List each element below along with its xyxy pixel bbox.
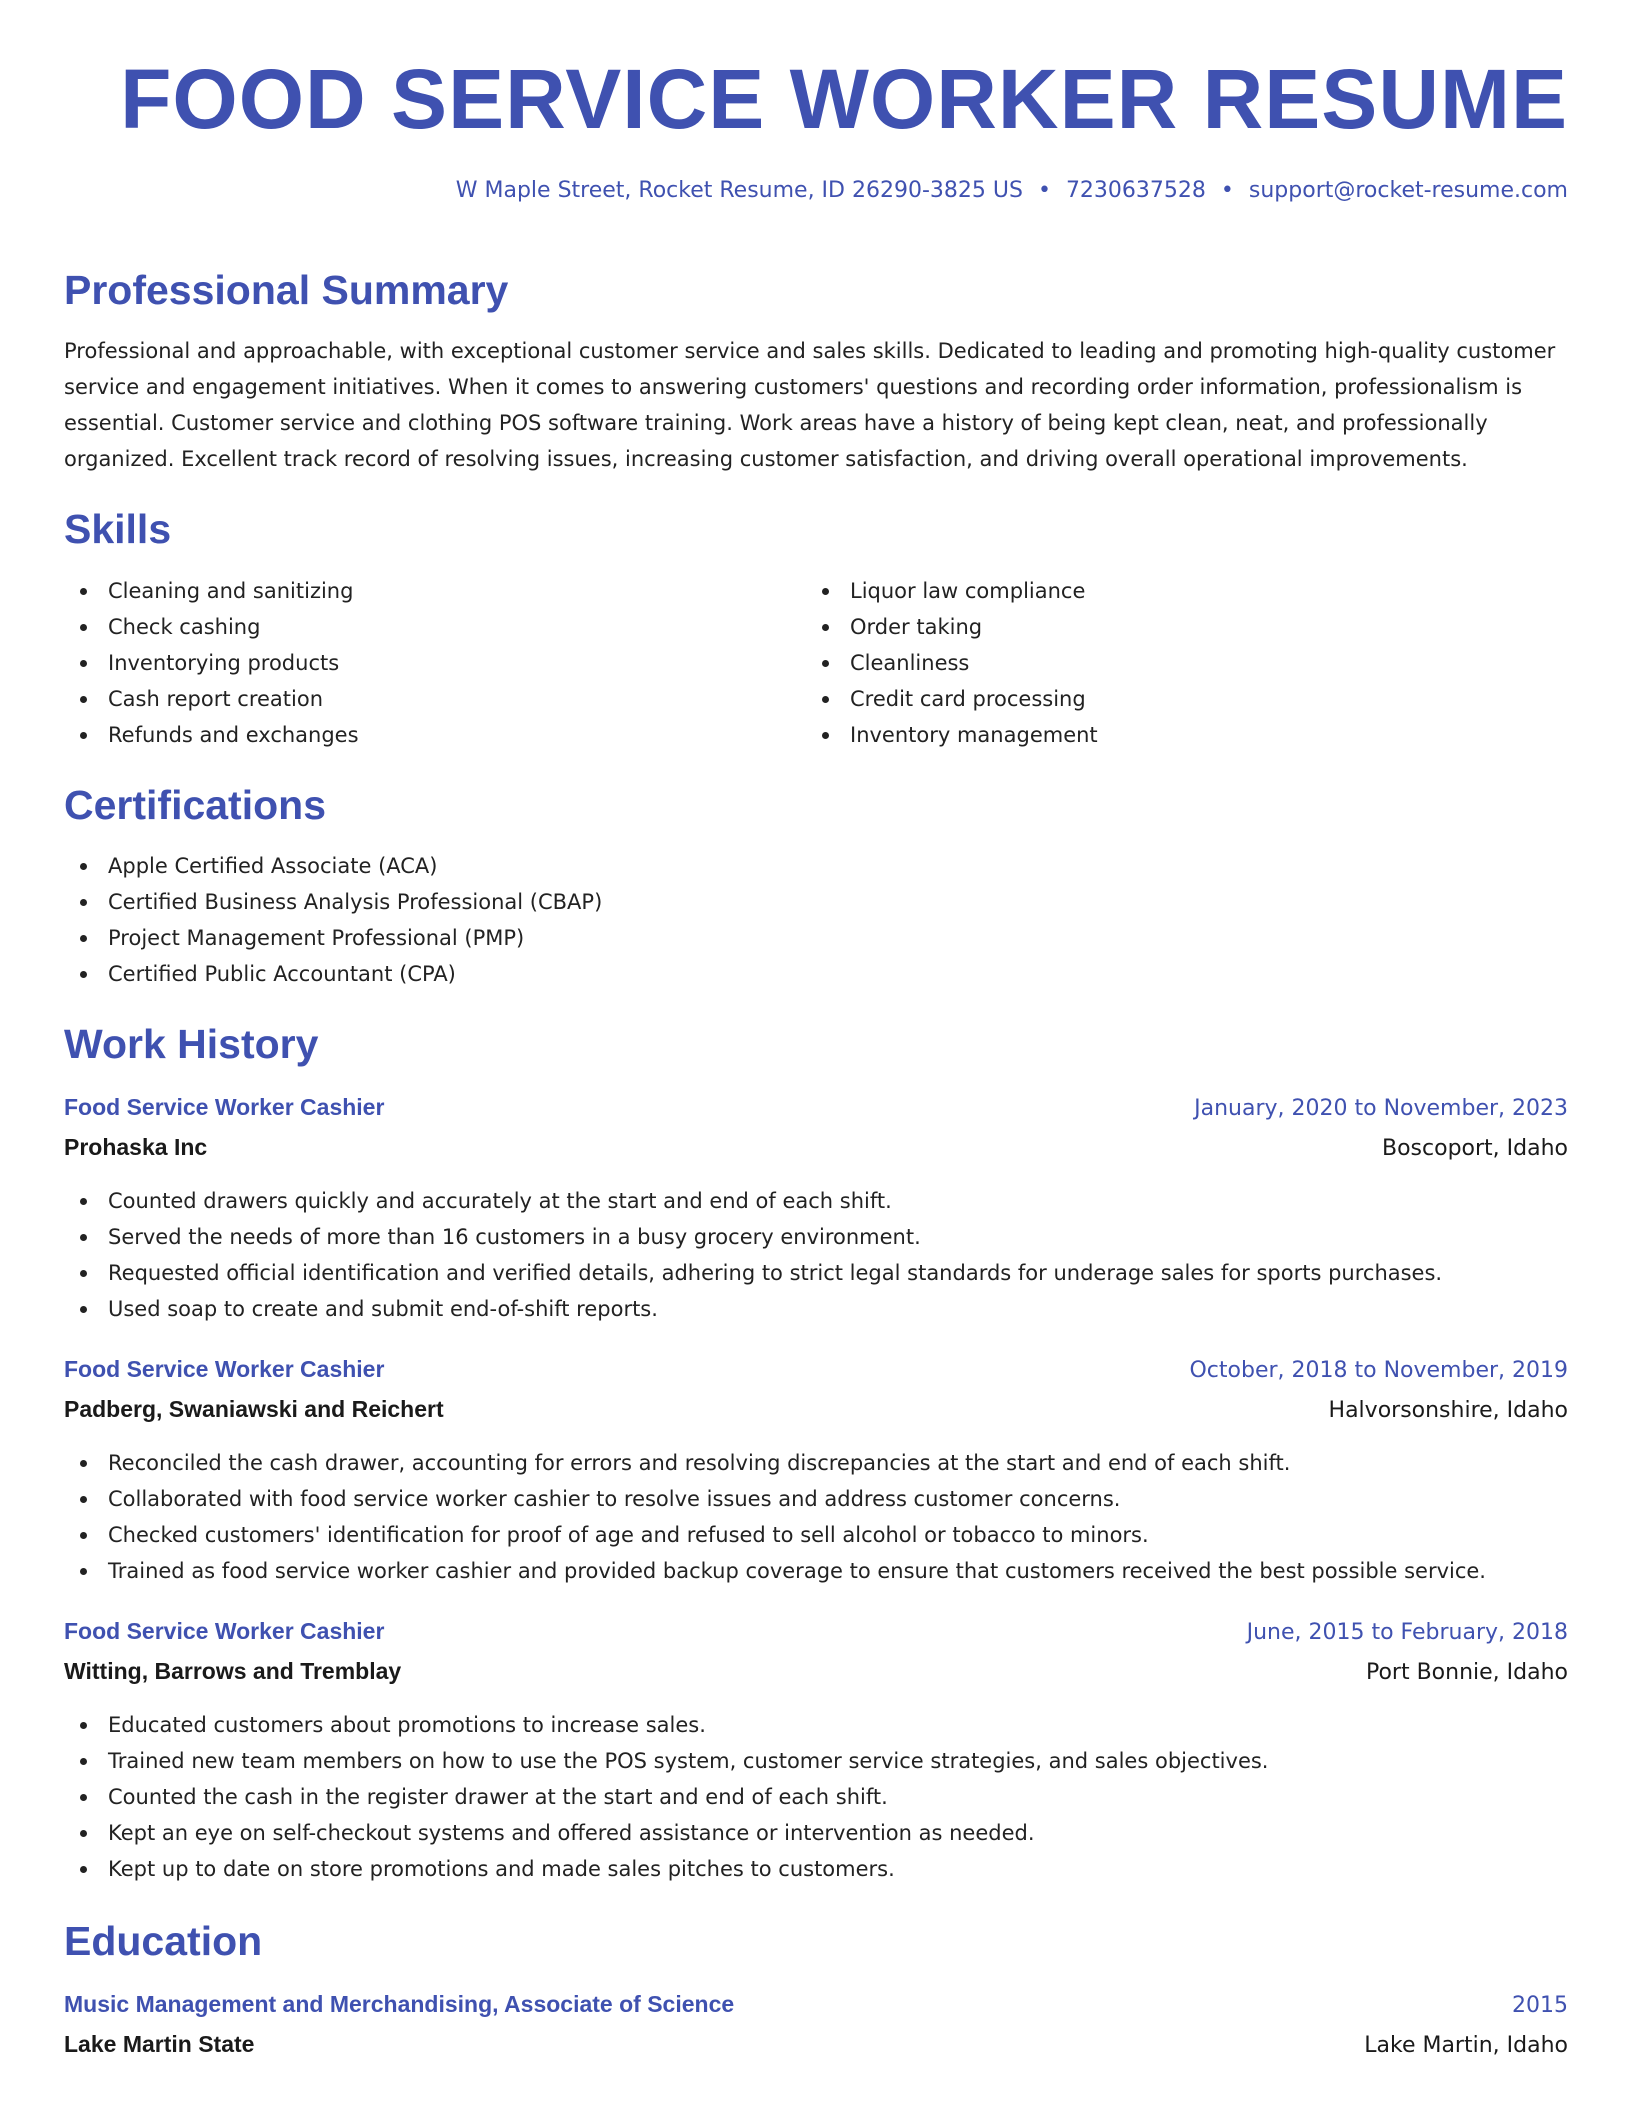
job-bullet: Used soap to create and submit end-of-shift reports. (64, 1291, 1568, 1327)
job-title-row (64, 1089, 1568, 1127)
skill-item: Inventorying products (64, 645, 806, 681)
job-bullet: Requested official identification and verified details, adhering to strict legal standards for underage sales for sports purchases. (64, 1255, 1568, 1291)
job-bullet: Counted drawers quickly and accurately at the start and end of each shift. (64, 1183, 1568, 1219)
job-title: Food Service Worker Cashier (64, 1617, 385, 1644)
job-company-row (64, 1127, 1568, 1169)
job-dates: January, 2020 to November, 2023 (1194, 1095, 1568, 1121)
job-location: Boscoport, Idaho (1382, 1135, 1568, 1161)
work-history-heading: Work History (64, 1020, 319, 1067)
job-dates: October, 2018 to November, 2019 (1189, 1357, 1568, 1383)
contact-phone[interactable]: 7230637528 (1065, 178, 1206, 203)
skills-column-right (806, 573, 1548, 753)
job-dates: June, 2015 to February, 2018 (1246, 1619, 1568, 1645)
job-bullet: Served the needs of more than 16 customers in a busy grocery environment. (64, 1219, 1568, 1255)
education-entry (64, 1986, 1568, 2066)
job-company-row (64, 1389, 1568, 1431)
job-company: Padberg, Swaniawski and Reichert (64, 1395, 444, 1422)
job-bullet: Kept an eye on self-checkout systems and offered assistance or intervention as needed. (64, 1815, 1568, 1851)
job-bullet: Collaborated with food service worker cashier to resolve issues and address customer concerns. (64, 1481, 1568, 1517)
job-entry (64, 1351, 1568, 1589)
contact-separator: • (1037, 178, 1051, 203)
summary-text: Professional and approachable, with exceptional customer service and sales skills. Dedicated to leading and promoting high-quality customer service and engagement initiatives. When it comes to answering customers' questions and recording order information, professionalism is essential. Customer service and clothing POS software training. Work areas have a history of being kept clean, neat, and professionally organized. Excellent track record of resolving issues, increasing customer satisfaction, and driving overall operational improvements. (64, 339, 1556, 472)
contact-address: W Maple Street, Rocket Resume, ID 26290-3825 US (455, 178, 1023, 203)
education-location: Lake Martin, Idaho (1364, 2032, 1568, 2058)
education-year: 2015 (1512, 1992, 1568, 2018)
certification-item: Project Management Professional (PMP) (64, 920, 1568, 956)
resume-name: FOOD SERVICE WORKER RESUME (120, 52, 1568, 146)
skill-item: Cleanliness (806, 645, 1548, 681)
job-bullets (64, 1445, 1568, 1589)
education-heading: Education (64, 1917, 263, 1964)
job-location: Port Bonnie, Idaho (1365, 1659, 1568, 1685)
certification-item: Apple Certified Associate (ACA) (64, 848, 1568, 884)
skill-item: Refunds and exchanges (64, 717, 806, 753)
job-bullet: Counted the cash in the register drawer at the start and end of each shift. (64, 1779, 1568, 1815)
skill-item: Inventory management (806, 717, 1548, 753)
skills-list (64, 573, 1568, 753)
job-location: Halvorsonshire, Idaho (1328, 1397, 1568, 1423)
skills-column-left (64, 573, 806, 753)
education-school: Lake Martin State (64, 2030, 255, 2057)
skill-item: Order taking (806, 609, 1548, 645)
education-degree: Music Management and Merchandising, Associate of Science (64, 1990, 735, 2017)
job-title-row (64, 1613, 1568, 1651)
job-company: Prohaska Inc (64, 1133, 208, 1160)
certifications-heading: Certifications (64, 781, 326, 828)
job-company: Witting, Barrows and Tremblay (64, 1657, 402, 1684)
job-bullet: Checked customers' identification for proof of age and refused to sell alcohol or tobacco to minors. (64, 1517, 1568, 1553)
certifications-list (64, 848, 1568, 992)
job-bullet: Trained new team members on how to use the POS system, customer service strategies, and sales objectives. (64, 1743, 1568, 1779)
job-bullet: Kept up to date on store promotions and made sales pitches to customers. (64, 1851, 1568, 1887)
contact-line (64, 178, 1568, 204)
skill-item: Check cashing (64, 609, 806, 645)
job-entry (64, 1089, 1568, 1327)
skill-item: Liquor law compliance (806, 573, 1548, 609)
education-school-row (64, 2024, 1568, 2066)
education-degree-row (64, 1986, 1568, 2024)
job-bullets (64, 1707, 1568, 1887)
skills-heading: Skills (64, 506, 172, 553)
job-bullets (64, 1183, 1568, 1327)
job-company-row (64, 1651, 1568, 1693)
job-bullet: Reconciled the cash drawer, accounting for errors and resolving discrepancies at the start and end of each shift. (64, 1445, 1568, 1481)
job-title-row (64, 1351, 1568, 1389)
certification-item: Certified Business Analysis Professional (CBAP) (64, 884, 1568, 920)
job-title: Food Service Worker Cashier (64, 1355, 385, 1382)
contact-separator: • (1220, 178, 1234, 203)
skill-item: Credit card processing (806, 681, 1548, 717)
job-bullet: Trained as food service worker cashier and provided backup coverage to ensure that customers received the best possible service. (64, 1553, 1568, 1589)
contact-email[interactable]: support@rocket-resume.com (1248, 178, 1568, 203)
skill-item: Cash report creation (64, 681, 806, 717)
job-entry (64, 1613, 1568, 1887)
resume-page (64, 0, 1568, 2066)
summary-heading: Professional Summary (64, 267, 509, 314)
skill-item: Cleaning and sanitizing (64, 573, 806, 609)
job-bullet: Educated customers about promotions to increase sales. (64, 1707, 1568, 1743)
job-title: Food Service Worker Cashier (64, 1093, 385, 1120)
resume-header (64, 52, 1568, 204)
certification-item: Certified Public Accountant (CPA) (64, 956, 1568, 992)
